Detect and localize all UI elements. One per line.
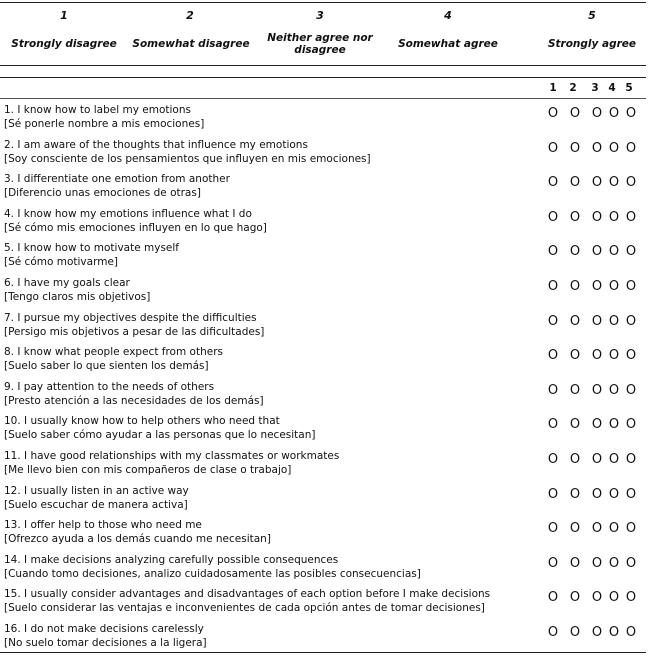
response-option-1[interactable]: O (547, 106, 559, 121)
response-option-5[interactable]: O (625, 452, 637, 467)
item-text-en: 2. I am aware of the thoughts that influence my emotions (4, 138, 308, 151)
response-option-4[interactable]: O (608, 590, 620, 606)
scale-label-somewhat-agree: Somewhat agree (398, 38, 498, 50)
table-row (0, 102, 646, 136)
item-text-es: [Sé cómo motivarme] (4, 256, 118, 269)
response-option-4[interactable]: O (608, 521, 620, 537)
response-option-4[interactable]: O (608, 313, 620, 329)
response-option-2[interactable]: O (569, 486, 581, 502)
option-col-1: 1 (549, 82, 557, 94)
item-text-es: [Cuando tomo decisiones, analizo cuidadosamente las posibles consecuencias] (4, 567, 421, 580)
response-option-1[interactable]: O (547, 209, 559, 225)
item-text-en: 7. I pursue my objectives despite the difficulties (4, 311, 257, 324)
response-option-5[interactable]: O (625, 140, 637, 156)
response-option-3[interactable]: O (591, 555, 603, 571)
response-option-1[interactable]: O (547, 348, 559, 364)
response-option-3[interactable]: O (591, 279, 603, 294)
item-text-es: [Me llevo bien con mis compañeros de clase o trabajo] (4, 464, 292, 476)
table-row (0, 413, 646, 447)
item-text-es: [Diferencio unas emociones de otras] (4, 187, 201, 200)
response-option-2[interactable]: O (569, 279, 581, 294)
table-row (0, 621, 646, 655)
table-row (0, 206, 646, 240)
item-text-es: [Presto atención a las necesidades de los demás] (4, 394, 264, 407)
response-option-3[interactable]: O (591, 521, 603, 537)
scale-label-strongly-disagree: Strongly disagree (11, 38, 117, 50)
response-option-4[interactable]: O (608, 417, 620, 433)
response-option-1[interactable]: O (547, 382, 559, 398)
item-text-es: [Sé ponerle nombre a mis emociones] (4, 118, 205, 130)
items-top-rule (0, 98, 646, 99)
response-option-5[interactable]: O (625, 106, 637, 121)
item-text-en: 13. I offer help to those who need me (4, 519, 202, 532)
item-text-es: [Suelo saber lo que sienten los demás] (4, 360, 209, 373)
table-row (0, 586, 646, 620)
response-option-2[interactable]: O (569, 175, 581, 191)
item-text-es: [Soy consciente de los pensamientos que influyen en mis emociones] (4, 152, 371, 165)
scale-label-row (0, 26, 646, 62)
option-column-numbers (544, 82, 644, 98)
response-option-2[interactable]: O (569, 625, 581, 640)
item-text-es: [No suelo tomar decisiones a la ligera] (4, 637, 207, 649)
item-text-es: [Suelo saber cómo ayudar a las personas que lo necesitan] (4, 429, 316, 442)
scale-label-strongly-agree: Strongly agree (547, 38, 637, 50)
item-text-en: 12. I usually listen in an active way (4, 484, 189, 497)
response-option-3[interactable]: O (591, 209, 603, 225)
response-option-2[interactable]: O (569, 348, 581, 364)
response-option-2[interactable]: O (569, 313, 581, 329)
item-text-es: [Suelo escuchar de manera activa] (4, 498, 188, 511)
item-text-en: 6. I have my goals clear (4, 277, 130, 289)
response-option-3[interactable]: O (591, 140, 603, 156)
response-option-2[interactable]: O (569, 140, 581, 156)
item-text-es: [Sé cómo mis emociones influyen en lo que hago] (4, 221, 267, 234)
response-option-5[interactable]: O (625, 244, 637, 260)
item-text-es: [Ofrezco ayuda a los demás cuando me necesitan] (4, 533, 271, 546)
table-row (0, 240, 646, 274)
item-text-es: [Suelo considerar las ventajas e inconvenientes de cada opción antes de tomar decisiones] (4, 602, 485, 615)
response-option-4[interactable]: O (608, 625, 620, 640)
response-option-1[interactable]: O (547, 175, 559, 191)
response-option-2[interactable]: O (569, 244, 581, 260)
response-option-2[interactable]: O (569, 521, 581, 537)
item-text-en: 8. I know what people expect from others (4, 346, 223, 359)
response-option-4[interactable]: O (608, 486, 620, 502)
table-row (0, 517, 646, 551)
response-option-2[interactable]: O (569, 417, 581, 433)
bottom-rule (0, 652, 646, 653)
item-text-en: 11. I have good relationships with my classmates or workmates (4, 450, 340, 462)
scale-number-4: 4 (444, 9, 452, 22)
option-col-5: 5 (625, 82, 633, 94)
table-row (0, 379, 646, 413)
table-row (0, 483, 646, 517)
scale-number-1: 1 (60, 9, 68, 22)
option-col-4: 4 (608, 82, 616, 94)
scale-label-somewhat-disagree: Somewhat disagree (132, 38, 250, 50)
response-option-4[interactable]: O (608, 555, 620, 571)
response-option-3[interactable]: O (591, 106, 603, 121)
response-option-3[interactable]: O (591, 382, 603, 398)
response-option-1[interactable]: O (547, 313, 559, 329)
response-option-5[interactable]: O (625, 555, 637, 571)
scale-number-3: 3 (316, 9, 324, 22)
response-option-5[interactable]: O (625, 279, 637, 294)
response-option-2[interactable]: O (569, 452, 581, 467)
table-row (0, 171, 646, 205)
scale-number-2: 2 (186, 9, 194, 22)
response-option-1[interactable]: O (547, 417, 559, 433)
response-option-5[interactable]: O (625, 209, 637, 225)
response-option-1[interactable]: O (547, 521, 559, 537)
response-option-4[interactable]: O (608, 279, 620, 294)
response-option-2[interactable]: O (569, 382, 581, 398)
response-option-3[interactable]: O (591, 348, 603, 364)
table-row (0, 275, 646, 309)
scale-label-neutral: Neither agree nor disagree (267, 32, 373, 56)
response-option-5[interactable]: O (625, 313, 637, 329)
option-col-2: 2 (569, 82, 577, 94)
response-option-4[interactable]: O (608, 209, 620, 225)
response-option-5[interactable]: O (625, 382, 637, 398)
item-text-en: 14. I make decisions analyzing carefully possible consequences (4, 553, 339, 566)
item-text-en: 15. I usually consider advantages and disadvantages of each option before I make decisions (4, 588, 491, 601)
response-option-5[interactable]: O (625, 590, 637, 606)
response-option-1[interactable]: O (547, 140, 559, 156)
response-option-5[interactable]: O (625, 348, 637, 364)
item-text-es: [Persigo mis objetivos a pesar de las dificultades] (4, 325, 265, 338)
response-option-1[interactable]: O (547, 279, 559, 294)
item-text-es: [Tengo claros mis objetivos] (4, 291, 151, 303)
response-option-2[interactable]: O (569, 590, 581, 606)
response-option-4[interactable]: O (608, 348, 620, 364)
response-option-1[interactable]: O (547, 486, 559, 502)
response-option-1[interactable]: O (547, 244, 559, 260)
response-option-4[interactable]: O (608, 140, 620, 156)
response-option-3[interactable]: O (591, 417, 603, 433)
response-option-2[interactable]: O (569, 209, 581, 225)
subheader-rule (0, 77, 646, 78)
response-option-1[interactable]: O (547, 625, 559, 640)
item-text-en: 4. I know how my emotions influence what I do (4, 207, 252, 220)
item-text-en: 1. I know how to label my emotions (4, 104, 191, 116)
response-option-2[interactable]: O (569, 555, 581, 571)
table-row (0, 344, 646, 378)
response-option-5[interactable]: O (625, 521, 637, 537)
response-option-4[interactable]: O (608, 175, 620, 191)
table-row (0, 137, 646, 171)
option-col-3: 3 (591, 82, 599, 94)
item-text-en: 9. I pay attention to the needs of others (4, 380, 215, 393)
scale-number-row (0, 4, 646, 28)
item-text-en: 16. I do not make decisions carelessly (4, 623, 204, 635)
response-option-4[interactable]: O (608, 452, 620, 467)
response-option-3[interactable]: O (591, 452, 603, 467)
scale-number-5: 5 (588, 9, 596, 22)
response-option-4[interactable]: O (608, 106, 620, 121)
response-option-3[interactable]: O (591, 175, 603, 191)
response-option-3[interactable]: O (591, 486, 603, 502)
response-option-5[interactable]: O (625, 625, 637, 640)
response-option-5[interactable]: O (625, 486, 637, 502)
header-rule (0, 65, 646, 66)
top-rule (0, 2, 646, 3)
item-text-en: 3. I differentiate one emotion from another (4, 173, 230, 186)
table-row (0, 448, 646, 482)
item-text-en: 5. I know how to motivate myself (4, 242, 179, 255)
response-option-1[interactable]: O (547, 452, 559, 467)
response-option-1[interactable]: O (547, 590, 559, 606)
response-option-3[interactable]: O (591, 590, 603, 606)
response-option-5[interactable]: O (625, 417, 637, 433)
response-option-1[interactable]: O (547, 555, 559, 571)
response-option-2[interactable]: O (569, 106, 581, 121)
response-option-3[interactable]: O (591, 244, 603, 260)
table-row (0, 552, 646, 586)
response-option-3[interactable]: O (591, 625, 603, 640)
table-row (0, 310, 646, 344)
response-option-4[interactable]: O (608, 382, 620, 398)
response-option-3[interactable]: O (591, 313, 603, 329)
item-text-en: 10. I usually know how to help others who need that (4, 415, 280, 428)
response-option-4[interactable]: O (608, 244, 620, 260)
response-option-5[interactable]: O (625, 175, 637, 191)
